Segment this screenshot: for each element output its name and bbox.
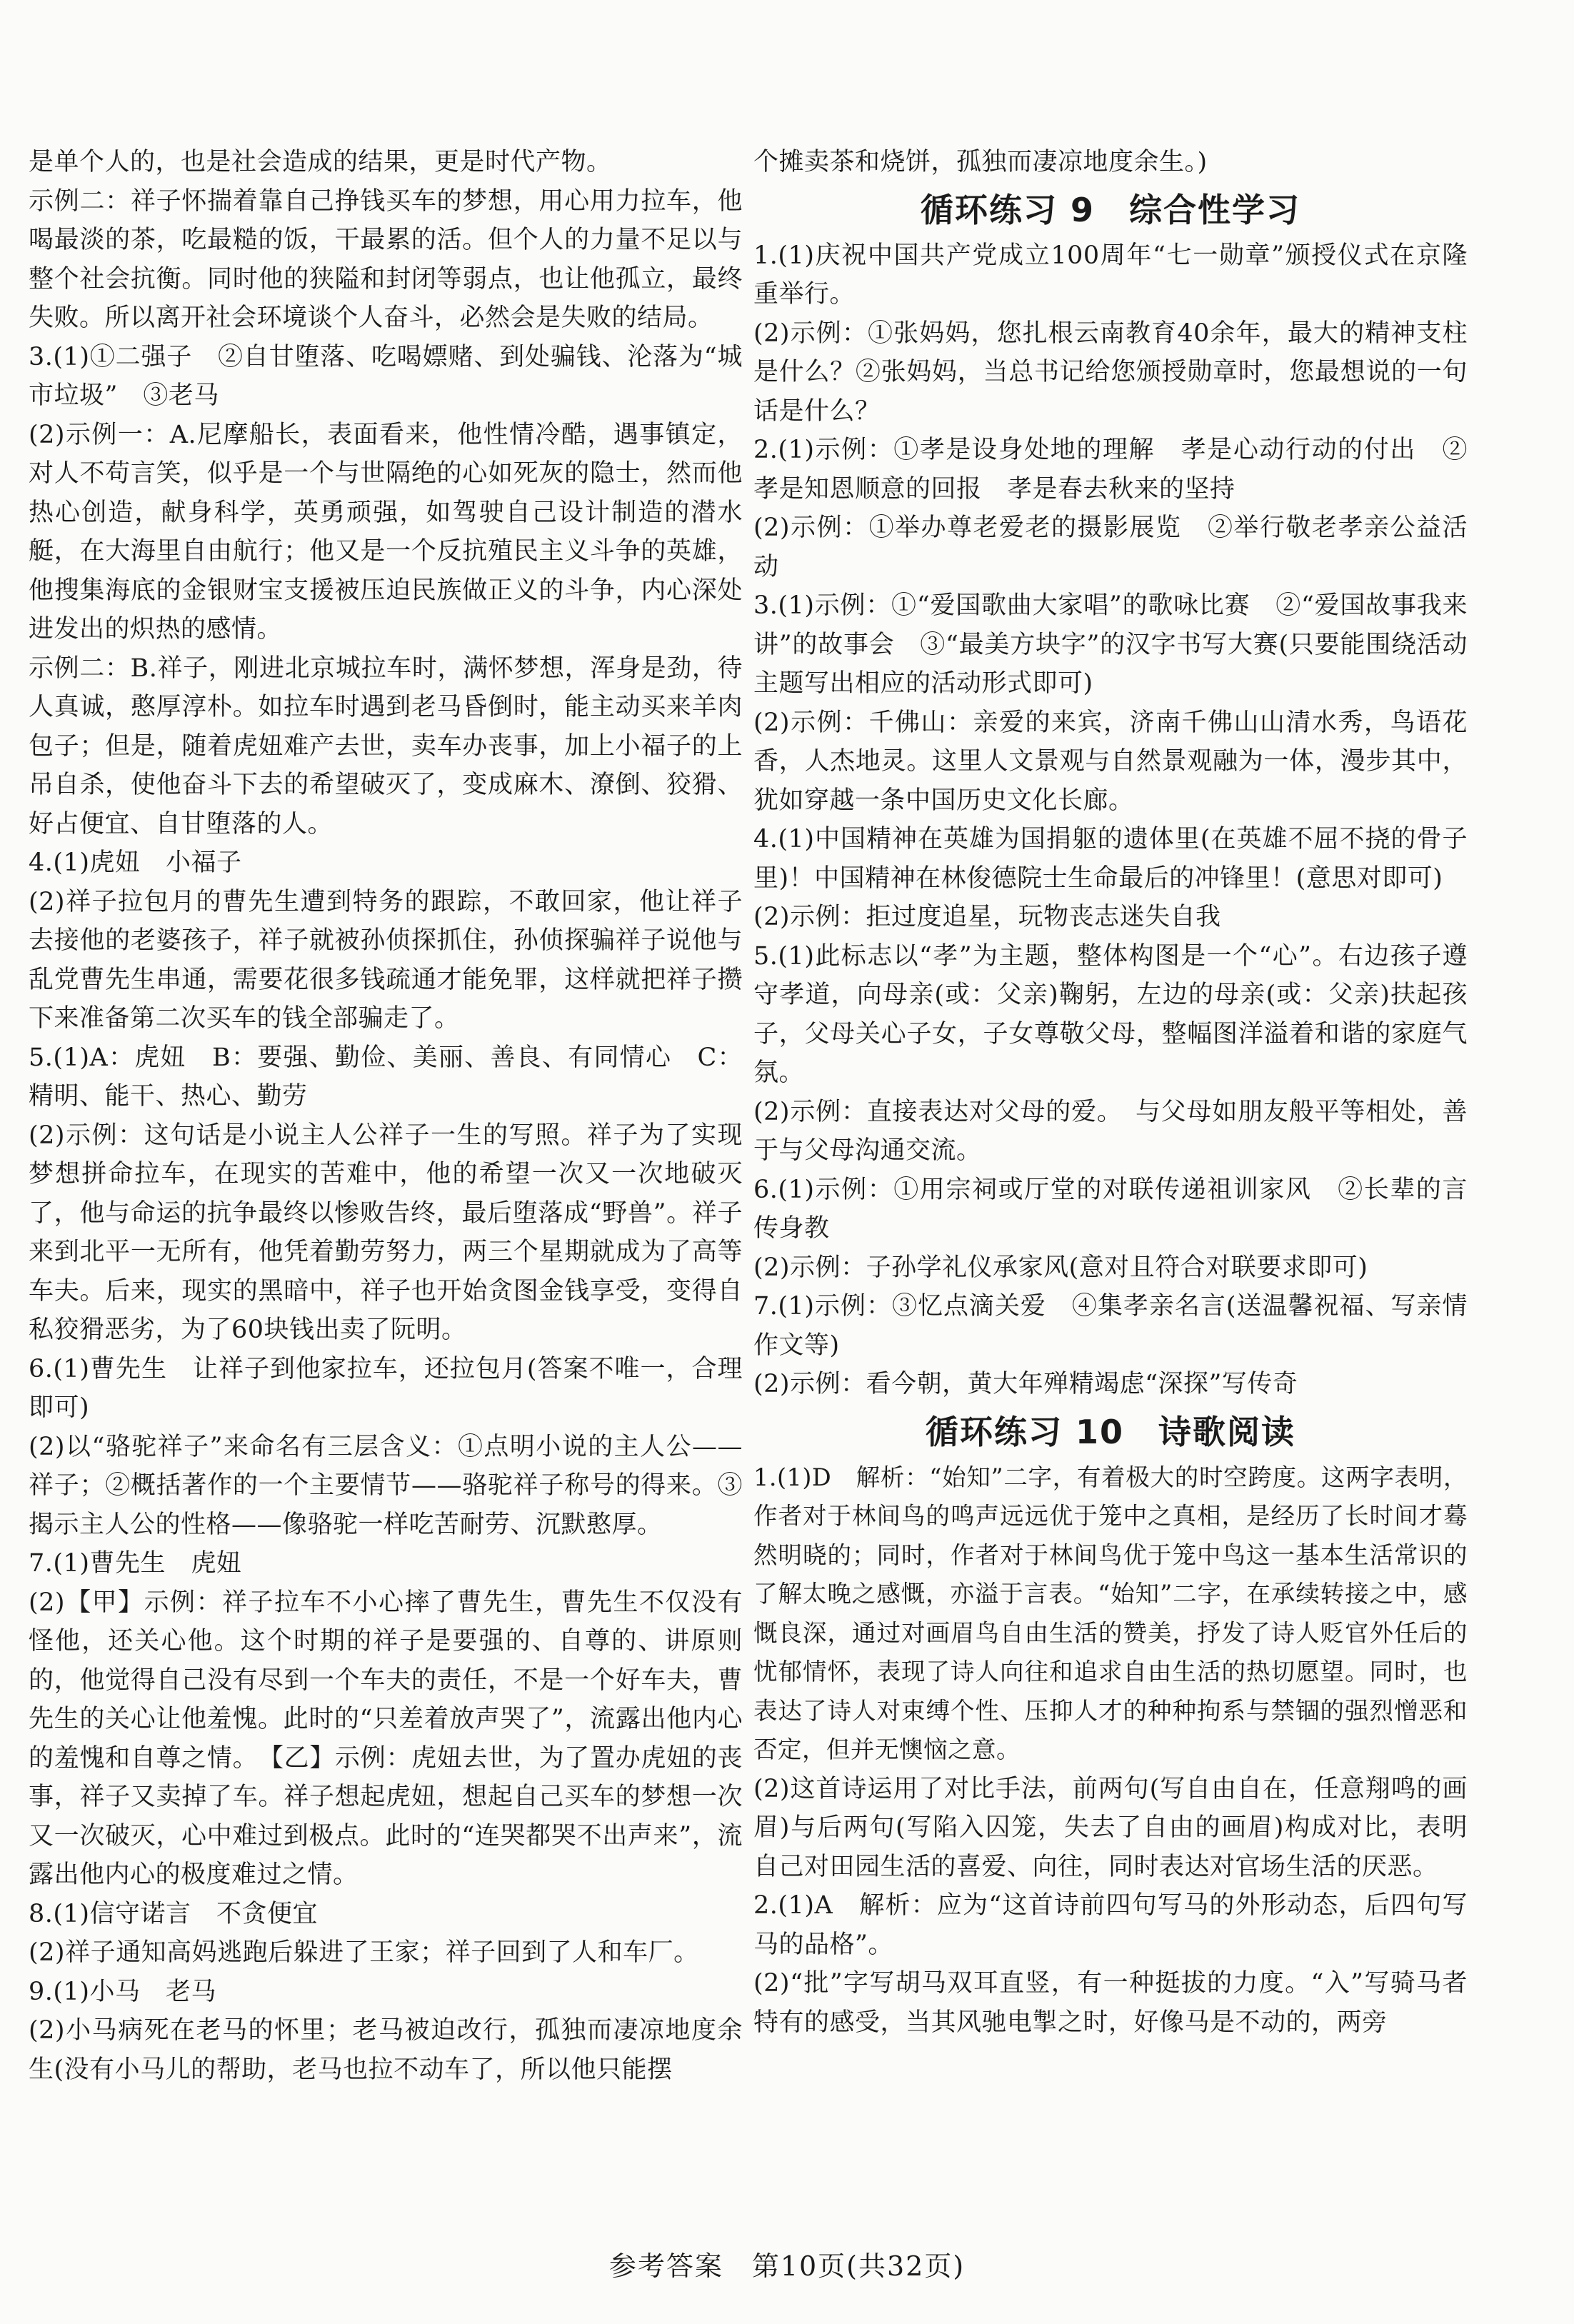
paragraph: (2)示例：子孙学礼仪承家风(意对且符合对联要求即可): [753, 1253, 1368, 1282]
paragraph: 3.(1)示例：①“爱国歌曲大家唱”的歌咏比赛 ②“爱国故事我来讲”的故事会 ③“最美方块字”的汉字书写大赛(只要能围绕活动主题写出相应的活动形式即可): [753, 591, 1468, 698]
paragraph: (2)示例：拒过度追星，玩物丧志迷失自我: [753, 903, 1221, 931]
paragraph: (2)【甲】示例：祥子拉车不小心摔了曹先生，曹先生不仅没有怪他，还关心他。这个时期的祥子是要强的、自尊的、讲原则的，他觉得自己没有尽到一个车夫的责任，不是一个好车夫，曹先生的关心让他羞愧。此时的“只差着放声哭了”，流露出他内心的羞愧和自尊之情。 【乙】示例：虎妞去世，为了置办虎妞的丧事，祥子又卖掉了车。祥子想起虎妞，想起自己买车的梦想一次又一次破灭，心中难过到极点。此时的“连哭都哭不出声来”，流露出他内心的极度难过之情。: [29, 1588, 743, 1889]
left-column: [29, 143, 743, 2089]
paragraph: (2)示例：看今朝，黄大年殚精竭虑“深探”写传奇: [753, 1370, 1298, 1398]
paragraph: 8.(1)信守诺言 不贪便宜: [29, 1899, 318, 1928]
paragraph: 1.(1)庆祝中国共产党成立100周年“七一勋章”颁授仪式在京隆重举行。: [753, 241, 1468, 309]
paragraph: 1.(1)D 解析：“始知”二字，有着极大的时空跨度。这两字表明，作者对于林间鸟的鸣声远远优于笼中之真相，是经历了长时间才蓦然明晓的；同时，作者对于林间鸟优于笼中鸟这一基本生活常识的了解太晚之感慨，亦溢于言表。“始知”二字，在承续转接之中，感慨良深，通过对画眉鸟自由生活的赞美，抒发了诗人贬官外任后的忧郁情怀，表现了诗人向往和追求自由生活的热切愿望。同时，也表达了诗人对束缚个性、压抑人才的种种拘系与禁锢的强烈憎恶和否定，但并无懊恼之意。: [753, 1463, 1468, 1763]
paragraph: 7.(1)示例：③忆点滴关爱 ④集孝亲名言(送温馨祝福、写亲情作文等): [753, 1292, 1468, 1360]
paragraph: (2)小马病死在老马的怀里；老马被迫改行，孤独而凄凉地度余生(没有小马儿的帮助，老马也拉不动车了，所以他只能摆: [29, 2016, 743, 2084]
paragraph: 6.(1)曹先生 让祥子到他家拉车，还拉包月(答案不唯一，合理即可): [29, 1354, 743, 1422]
paragraph: 个摊卖茶和烧饼，孤独而凄凉地度余生。): [753, 148, 1208, 176]
paragraph: 5.(1)此标志以“孝”为主题，整体构图是一个“心”。右边孩子遵守孝道，向母亲(或：父亲)鞠躬，左边的母亲(或：父亲)扶起孩子，父母关心子女，子女尊敬父母，整幅图洋溢着和谐的家庭气氛。: [753, 941, 1468, 1087]
paragraph: 5.(1)A：虎妞 B：要强、勤俭、美丽、善良、有同情心 C：精明、能干、热心、勤劳: [29, 1043, 743, 1111]
section-heading: 循环练习 9 综合性学习: [920, 190, 1301, 229]
paragraph: 3.(1)①二强子 ②自甘堕落、吃喝嫖赌、到处骗钱、沦落为“城市垃圾” ③老马: [29, 342, 743, 410]
paragraph: (2)示例：①举办尊老爱老的摄影展览 ②举行敬老孝亲公益活动: [753, 514, 1468, 581]
paragraph: (2)这首诗运用了对比手法，前两句(写自由自在，任意翔鸣的画眉)与后两句(写陷入囚笼，失去了自由的画眉)构成对比，表明自己对田园生活的喜爱、向往，同时表达对官场生活的厌恶。: [753, 1774, 1468, 1881]
right-column: [753, 143, 1468, 2042]
paragraph: (2)示例：①张妈妈，您扎根云南教育40余年，最大的精神支柱是什么？②张妈妈，当总书记给您颁授勋章时，您最想说的一句话是什么？: [753, 319, 1468, 426]
paragraph: (2)祥子通知高妈逃跑后躲进了王家；祥子回到了人和车厂。: [29, 1938, 699, 1967]
paragraph: 2.(1)示例：①孝是设身处地的理解 孝是心动行动的付出 ②孝是知恩顺意的回报 孝是春去秋来的坚持: [753, 436, 1468, 504]
paragraph: 7.(1)曹先生 虎妞: [29, 1549, 242, 1578]
paragraph: 示例二：祥子怀揣着靠自己挣钱买车的梦想，用心用力拉车，他喝最淡的茶，吃最糙的饭，干最累的活。但个人的力量不足以与整个社会抗衡。同时他的狭隘和封闭等弱点，也让他孤立，最终失败。所以离开社会环境谈个人奋斗，必然会是失败的结局。: [29, 186, 743, 332]
page-footer: 参考答案 第10页(共32页): [608, 2250, 966, 2282]
paragraph: (2)示例一：A.尼摩船长，表面看来，他性情冷酷，遇事镇定，对人不苟言笑，似乎是一个与世隔绝的心如死灰的隐士，然而他热心创造，献身科学，英勇顽强，如驾驶自己设计制造的潜水艇，在大海里自由航行；他又是一个反抗殖民主义斗争的英雄，他搜集海底的金银财宝支援被压迫民族做正义的斗争，内心深处进发出的炽热的感情。: [29, 420, 743, 643]
paragraph: (2)祥子拉包月的曹先生遭到特务的跟踪，不敢回家，他让祥子去接他的老婆孩子，祥子就被孙侦探抓住，孙侦探骗祥子说他与乱党曹先生串通，需要花很多钱疏通才能免罪，这样就把祥子攒下来准备第二次买车的钱全部骗走了。: [29, 887, 743, 1033]
paragraph: (2)以“骆驼祥子”来命名有三层含义：①点明小说的主人公——祥子；②概括著作的一个主要情节——骆驼祥子称号的得来。③揭示主人公的性格——像骆驼一样吃苦耐劳、沉默憨厚。: [29, 1432, 743, 1539]
paragraph: 6.(1)示例：①用宗祠或厅堂的对联传递祖训家风 ②长辈的言传身教: [753, 1175, 1468, 1243]
paragraph: (2)示例：直接表达对父母的爱。 与父母如朋友般平等相处，善于与父母沟通交流。: [753, 1097, 1468, 1165]
paragraph: 2.(1)A 解析：应为“这首诗前四句写马的外形动态，后四句写马的品格”。: [753, 1891, 1468, 1959]
paragraph: 4.(1)虎妞 小福子: [29, 848, 242, 877]
paragraph: 9.(1)小马 老马: [29, 1977, 216, 2006]
section-heading: 循环练习 10 诗歌阅读: [925, 1412, 1296, 1451]
paragraph: (2)示例：千佛山：亲爱的来宾，济南千佛山山清水秀，鸟语花香，人杰地灵。这里人文景观与自然景观融为一体，漫步其中，犹如穿越一条中国历史文化长廊。: [753, 708, 1468, 815]
paragraph: 4.(1)中国精神在英雄为国捐躯的遗体里(在英雄不屈不挠的骨子里)！中国精神在林俊德院士生命最后的冲锋里！(意思对即可): [753, 825, 1468, 893]
paragraph: 是单个人的，也是社会造成的结果，更是时代产物。: [29, 148, 612, 176]
paragraph: (2)“批”字写胡马双耳直竖，有一种挺拔的力度。“入”写骑马者特有的感受，当其风驰电掣之时，好像马是不动的，两旁: [753, 1969, 1468, 2037]
paragraph: 示例二：B.祥子，刚进北京城拉车时，满怀梦想，浑身是劲，待人真诚，憨厚淳朴。如拉车时遇到老马昏倒时，能主动买来羊肉包子；但是，随着虎妞难产去世，卖车办丧事，加上小福子的上吊自杀，使他奋斗下去的希望破灭了，变成麻木、潦倒、狡猾、好占便宜、自甘堕落的人。: [29, 653, 743, 838]
paragraph: (2)示例：这句话是小说主人公祥子一生的写照。祥子为了实现梦想拼命拉车，在现实的苦难中，他的希望一次又一次地破灭了，他与命运的抗争最终以惨败告终，最后堕落成“野兽”。祥子来到北平一无所有，他凭着勤劳努力，两三个星期就成为了高等车夫。后来，现实的黑暗中，祥子也开始贪图金钱享受，变得自私狡猾恶劣，为了60块钱出卖了阮明。: [29, 1121, 743, 1344]
